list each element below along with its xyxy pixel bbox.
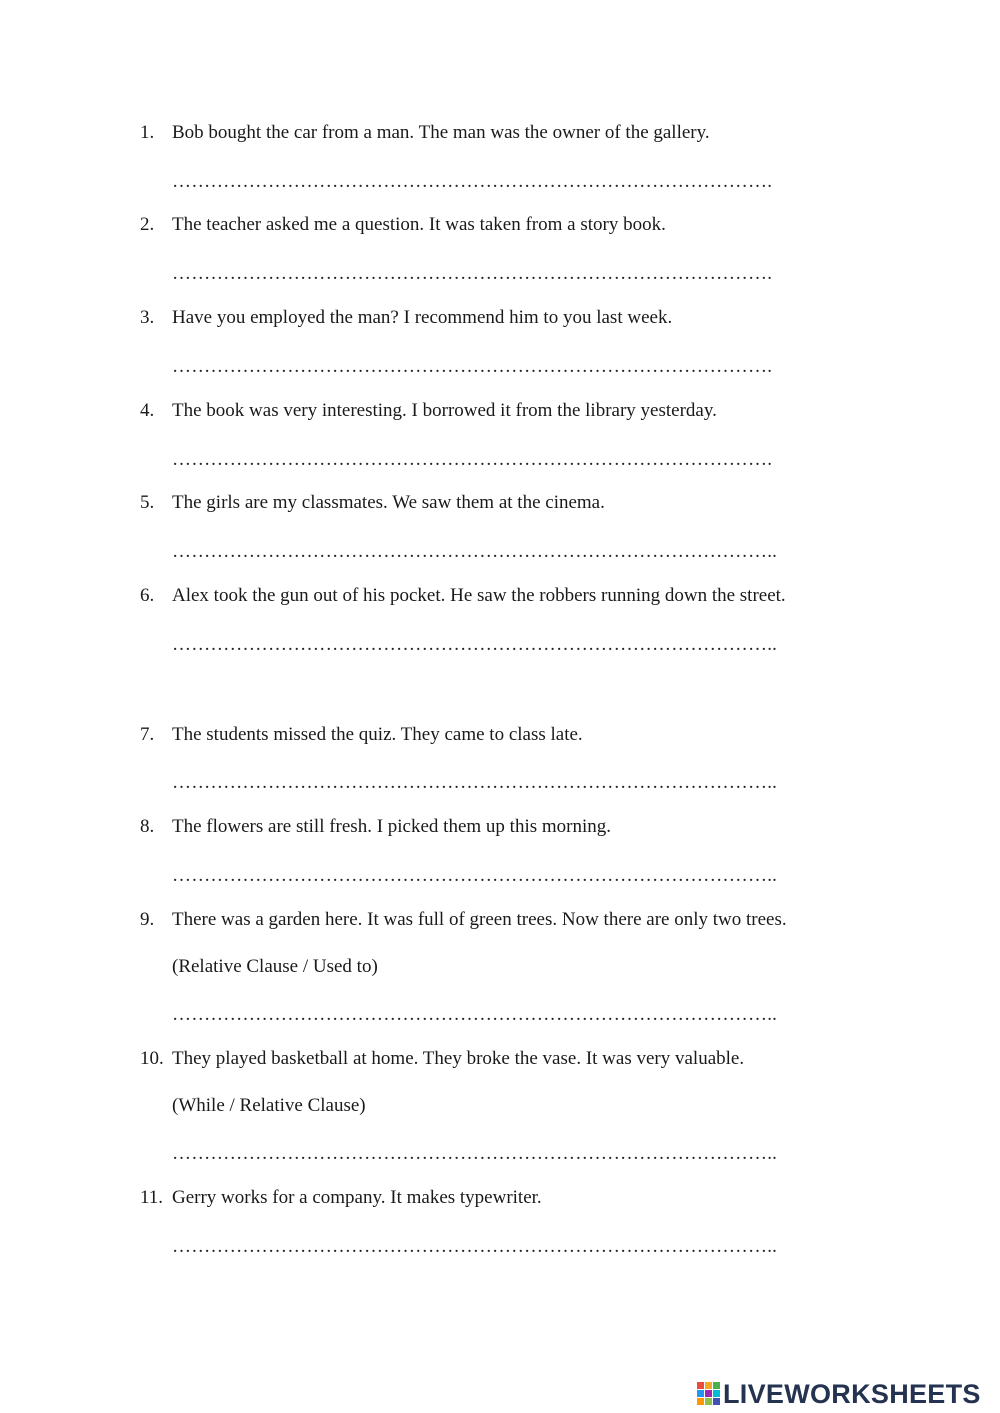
logo-tile	[713, 1382, 720, 1389]
answer-blank[interactable]: …………………………………………………………………………………..	[172, 1236, 778, 1257]
question-hint: (While / Relative Clause)	[172, 1095, 366, 1116]
question-number: 10.	[140, 1048, 164, 1069]
question-text: Bob bought the car from a man. The man was the owner of the gallery.	[172, 122, 710, 143]
question-number: 8.	[140, 816, 155, 837]
question-number: 11.	[140, 1187, 164, 1208]
answer-blank[interactable]: …………………………………………………………………………………..	[172, 1143, 778, 1164]
question-number: 7.	[140, 724, 155, 745]
logo-tile	[713, 1390, 720, 1397]
answer-blank[interactable]: ………………………………………………………………………………….	[172, 263, 773, 284]
logo-tile	[705, 1398, 712, 1405]
question-text: Alex took the gun out of his pocket. He saw the robbers running down the street.	[172, 585, 786, 606]
question-number: 6.	[140, 585, 155, 606]
question-text: They played basketball at home. They broke the vase. It was very valuable.	[172, 1048, 745, 1069]
logo-tile	[697, 1382, 704, 1389]
question-number: 4.	[140, 400, 155, 421]
question-text: The book was very interesting. I borrowed it from the library yesterday.	[172, 400, 717, 421]
answer-blank[interactable]: …………………………………………………………………………………..	[172, 634, 778, 655]
answer-blank[interactable]: …………………………………………………………………………………..	[172, 541, 778, 562]
question-hint: (Relative Clause / Used to)	[172, 956, 378, 977]
question-number: 9.	[140, 909, 155, 930]
question-number: 2.	[140, 214, 155, 235]
logo-tile	[705, 1390, 712, 1397]
question-text: The flowers are still fresh. I picked them up this morning.	[172, 816, 612, 837]
question-text: The students missed the quiz. They came to class late.	[172, 724, 583, 745]
question-number: 1.	[140, 122, 155, 143]
question-text: Have you employed the man? I recommend him to you last week.	[172, 307, 673, 328]
brand-name: LIVEWORKSHEETS	[723, 1378, 981, 1409]
answer-blank[interactable]: ………………………………………………………………………………….	[172, 356, 773, 377]
logo-tile	[697, 1390, 704, 1397]
question-number: 3.	[140, 307, 155, 328]
answer-blank[interactable]: ………………………………………………………………………………….	[172, 171, 773, 192]
liveworksheets-logo	[697, 1378, 981, 1410]
question-text: The girls are my classmates. We saw them at the cinema.	[172, 492, 605, 513]
question-number: 5.	[140, 492, 155, 513]
answer-blank[interactable]: …………………………………………………………………………………..	[172, 865, 778, 886]
question-text: There was a garden here. It was full of green trees. Now there are only two trees.	[172, 909, 787, 930]
answer-blank[interactable]: …………………………………………………………………………………..	[172, 1004, 778, 1025]
question-text: Gerry works for a company. It makes typewriter.	[172, 1187, 542, 1208]
logo-tile	[713, 1398, 720, 1405]
logo-tile	[697, 1398, 704, 1405]
liveworksheets-logo-icon	[697, 1382, 721, 1406]
logo-tile	[705, 1382, 712, 1389]
question-text: The teacher asked me a question. It was taken from a story book.	[172, 214, 666, 235]
answer-blank[interactable]: …………………………………………………………………………………..	[172, 772, 778, 793]
answer-blank[interactable]: ………………………………………………………………………………….	[172, 449, 773, 470]
